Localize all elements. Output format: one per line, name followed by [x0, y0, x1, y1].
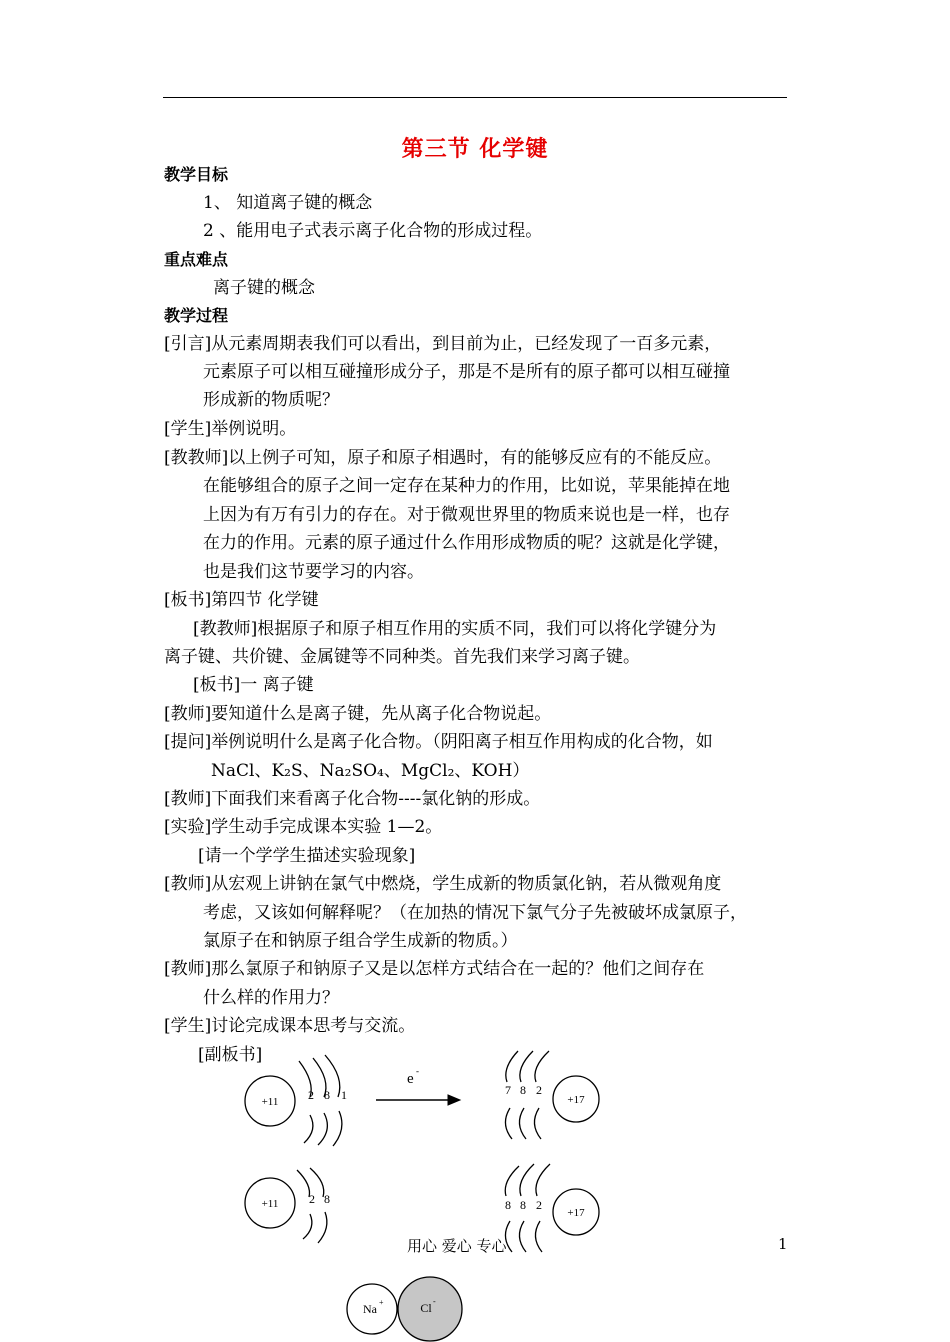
- process-line: 在力的作用。元素的原子通过什么作用形成物质的呢？这就是化学键，: [203, 533, 730, 553]
- cl-shell-electrons: 2: [536, 1083, 542, 1097]
- process-line: 形成新的物质呢？: [203, 390, 339, 410]
- process-line: NaCl、K₂S、Na₂SO₄、MgCl₂、KOH）: [211, 761, 530, 781]
- heading-key-points: 重点难点: [164, 250, 229, 269]
- process-line: [学生]举例说明。: [164, 419, 297, 439]
- process-line: [教师]要知道什么是离子键，先从离子化合物说起。: [164, 704, 552, 724]
- process-line: 上因为有万有引力的存在。对于微观世界里的物质来说也是一样，也存: [203, 505, 730, 525]
- heading-objectives: 教学目标: [164, 165, 229, 184]
- na-atom: [245, 1055, 347, 1146]
- cl-ion-shell-electrons: 8: [520, 1198, 526, 1212]
- na-ion-label: Na: [363, 1302, 377, 1316]
- cl-shell-electrons: 8: [520, 1083, 526, 1097]
- heading-process: 教学过程: [164, 306, 229, 325]
- key-point-text: 离子键的概念: [213, 278, 315, 298]
- cl-ion-charge: -: [433, 1297, 436, 1306]
- na-shell-electrons: 2: [308, 1088, 314, 1102]
- page-title: 第三节 化学键: [401, 137, 549, 162]
- cl-ion-shells: [505, 1164, 599, 1252]
- electron-label: e: [407, 1071, 414, 1087]
- process-line: [教教师]以上例子可知，原子和原子相遇时，有的能够反应有的不能反应。: [164, 448, 722, 468]
- process-line: 元素原子可以相互碰撞形成分子，那是不是所有的原子都可以相互碰撞: [203, 362, 730, 382]
- process-line: 也是我们这节要学习的内容。: [203, 562, 424, 582]
- electron-transfer-arrow: [376, 1066, 460, 1105]
- na-ion-shell-electrons: 2: [309, 1192, 315, 1206]
- process-line: 什么样的作用力？: [203, 988, 339, 1008]
- na-nucleus-label: +11: [261, 1096, 279, 1108]
- cl-ion-shell-electrons: 8: [505, 1198, 511, 1212]
- cl-ion-label: Cl: [420, 1301, 432, 1315]
- objective-2: 2 、能用电子式表示离子化合物的形成过程。: [203, 221, 543, 241]
- cl-ion-nucleus-label: +17: [567, 1207, 585, 1219]
- process-line: [学生]讨论完成课本思考与交流。: [164, 1016, 416, 1036]
- cl-shell-electrons: 7: [505, 1083, 511, 1097]
- process-line: [教师]下面我们来看离子化合物----氯化钠的形成。: [164, 789, 541, 809]
- process-line: [提问]举例说明什么是离子化合物。（阴阳离子相互作用构成的化合物，如: [164, 732, 713, 752]
- process-line: [实验]学生动手完成课本实验 1—2。: [164, 817, 443, 837]
- process-line: [教教师]根据原子和原子相互作用的实质不同，我们可以将化学键分为: [193, 619, 717, 639]
- process-line: 离子键、共价键、金属键等不同种类。首先我们来学习离子键。: [164, 647, 640, 667]
- objective-1: 1、 知道离子键的概念: [203, 193, 373, 213]
- page-number: 1: [778, 1235, 788, 1253]
- process-line: [副板书]: [198, 1045, 263, 1065]
- process-line: 在能够组合的原子之间一定存在某种力的作用，比如说，苹果能掉在地: [203, 476, 730, 496]
- nacl-ion-pair: [347, 1277, 462, 1341]
- process-line: [请一个学学生描述实验现象]: [198, 846, 416, 866]
- cl-nucleus-label: +17: [567, 1094, 585, 1106]
- process-line: [板书]一 离子键: [193, 675, 314, 695]
- process-line: 考虑，又该如何解释呢？（在加热的情况下氯气分子先被破坏成氯原子，: [203, 903, 747, 923]
- cl-atom: [505, 1051, 599, 1139]
- process-line: [板书]第四节 化学键: [164, 590, 319, 610]
- na-shell-electrons: 8: [324, 1088, 330, 1102]
- na-ion-shells: [245, 1168, 330, 1243]
- electron-charge: -: [416, 1066, 419, 1076]
- na-ion-shell-electrons: 8: [324, 1192, 330, 1206]
- na-ion-nucleus-label: +11: [261, 1198, 279, 1210]
- process-line: 氯原子在和钠原子组合学生成新的物质。）: [203, 931, 518, 951]
- process-line: [引言]从元素周期表我们可以看出，到目前为止，已经发现了一百多元素，: [164, 334, 722, 354]
- cl-ion-shell-electrons: 2: [536, 1198, 542, 1212]
- na-shell-electrons: 1: [341, 1088, 347, 1102]
- process-line: [教师]那么氯原子和钠原子又是以怎样方式结合在一起的？他们之间存在: [164, 959, 705, 979]
- process-line: [教师]从宏观上讲钠在氯气中燃烧，学生成新的物质氯化钠，若从微观角度: [164, 874, 722, 894]
- footer-motto: 用心 爱心 专心: [407, 1237, 507, 1255]
- na-ion-charge: +: [379, 1298, 384, 1307]
